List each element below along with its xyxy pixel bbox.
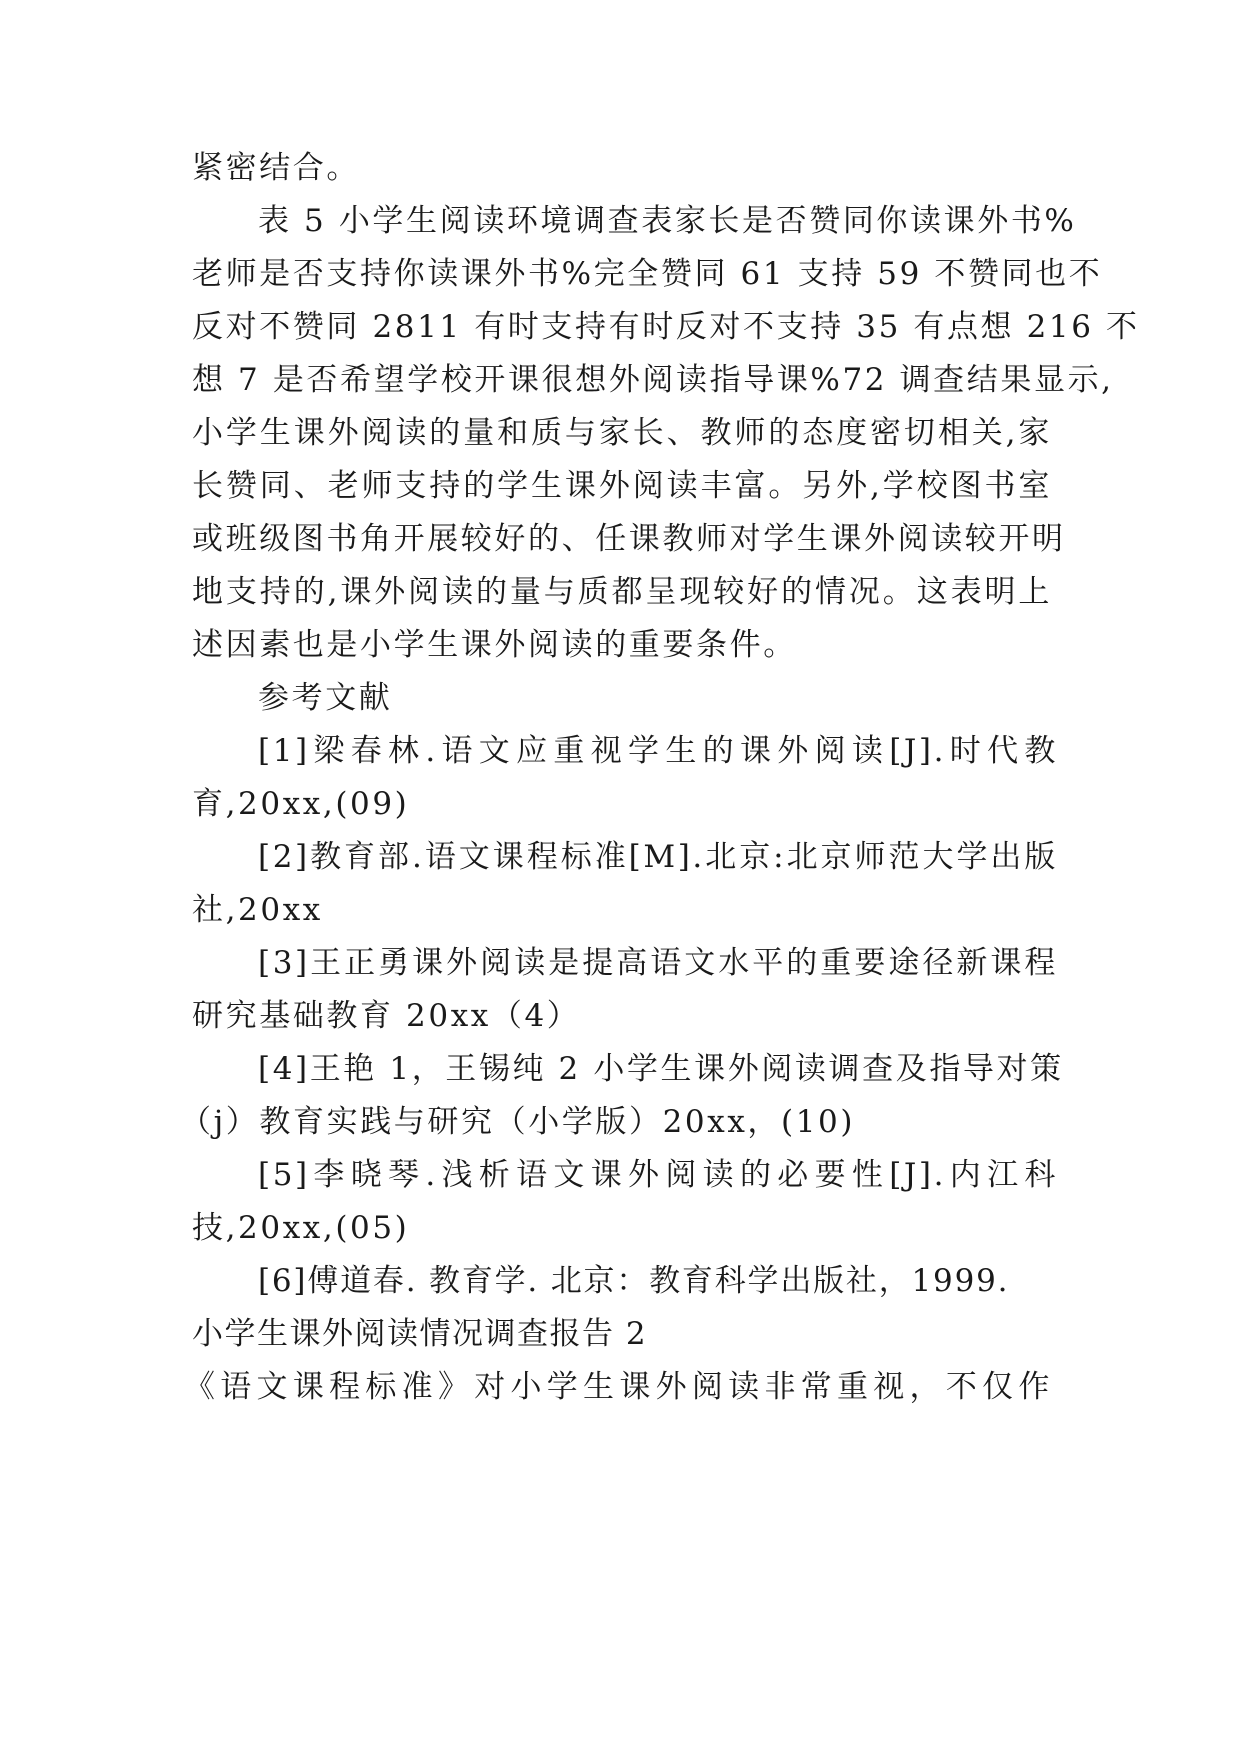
body-text-line: 《语文课程标准》对小学生课外阅读非常重视，不仅作: [184, 1369, 1052, 1405]
reference-entry-1: [1]梁春林.语文应重视学生的课外阅读[J].时代教: [258, 733, 1058, 769]
body-text-line: 紧密结合。: [192, 150, 360, 186]
reference-entry-5: [5]李晓琴.浅析语文课外阅读的必要性[J].内江科: [258, 1157, 1058, 1193]
reference-entry-1-cont: 育,20xx,(09): [192, 786, 410, 822]
body-text-line: 想 7 是否希望学校开课很想外阅读指导课%72 调查结果显示,: [192, 362, 1114, 398]
body-text-line: 小学生课外阅读的量和质与家长、教师的态度密切相关,家: [192, 415, 1052, 451]
reference-entry-5-cont: 技,20xx,(05): [192, 1210, 410, 1246]
reference-entry-3: [3]王正勇课外阅读是提高语文水平的重要途径新课程: [258, 945, 1058, 981]
body-text-line: 述因素也是小学生课外阅读的重要条件。: [192, 627, 797, 663]
reference-entry-4-cont: （j）教育实践与研究（小学版）20xx，(10): [180, 1104, 856, 1140]
body-text-line: 或班级图书角开展较好的、任课教师对学生课外阅读较开明: [192, 521, 1066, 557]
reference-entry-3-cont: 研究基础教育 20xx（4）: [192, 998, 581, 1034]
references-heading: 参考文献: [258, 680, 393, 716]
body-text-line: 长赞同、老师支持的学生课外阅读丰富。另外,学校图书室: [192, 468, 1052, 504]
body-text-line: 表 5 小学生阅读环境调查表家长是否赞同你读课外书%: [258, 203, 1077, 239]
reference-entry-6: [6]傅道春. 教育学. 北京：教育科学出版社，1999.: [258, 1263, 1010, 1299]
body-text-line: 老师是否支持你读课外书%完全赞同 61 支持 59 不赞同也不: [192, 256, 1103, 292]
body-text-line: 反对不赞同 2811 有时支持有时反对不支持 35 有点想 216 不: [192, 309, 1140, 345]
reference-entry-4: [4]王艳 1，王锡纯 2 小学生课外阅读调查及指导对策: [258, 1051, 1064, 1087]
body-text-line: 地支持的,课外阅读的量与质都呈现较好的情况。这表明上: [192, 574, 1052, 610]
reference-entry-2: [2]教育部.语文课程标准[M].北京:北京师范大学出版: [258, 839, 1058, 875]
section-title: 小学生课外阅读情况调查报告 2: [192, 1316, 648, 1352]
reference-entry-2-cont: 社,20xx: [192, 892, 323, 928]
